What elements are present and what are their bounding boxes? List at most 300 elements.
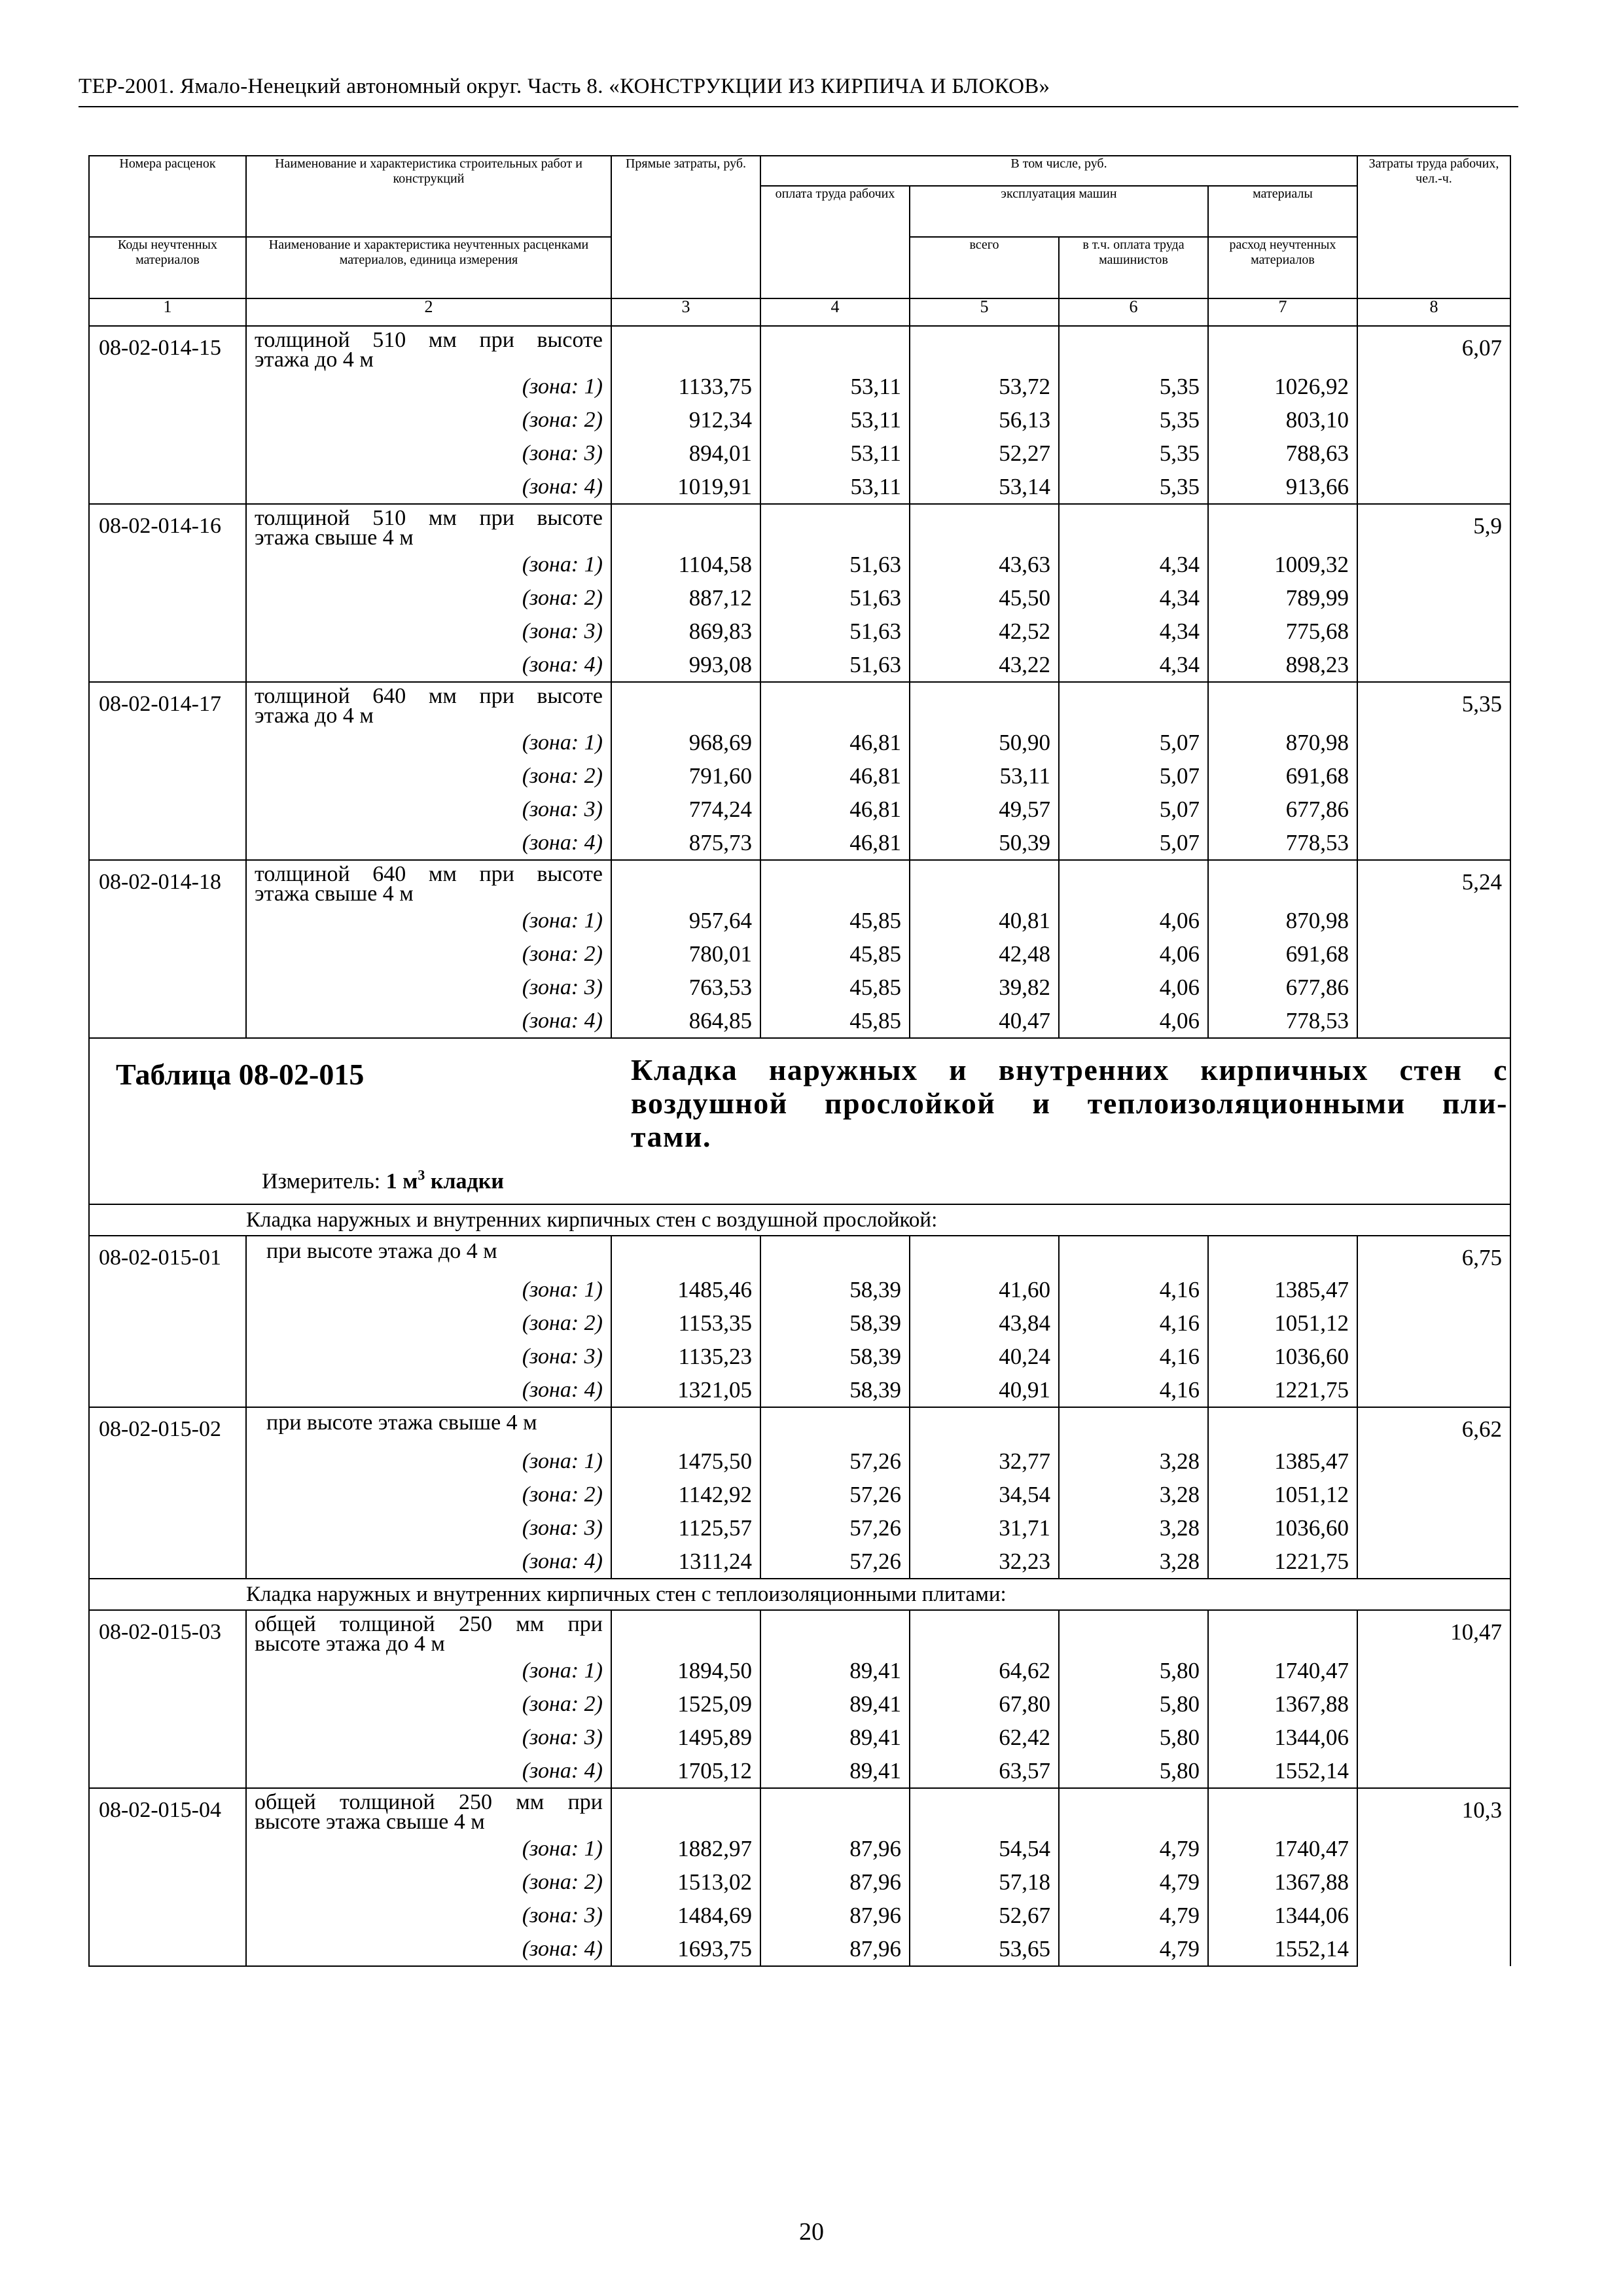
value-cell: 45,85: [760, 1004, 910, 1038]
code-spacer: [89, 1754, 246, 1788]
rate-row: [89, 1407, 1510, 1444]
zone-label: (зона: 1): [246, 726, 611, 759]
empty-cell: [611, 682, 760, 726]
value-cell: 1221,75: [1208, 1373, 1357, 1407]
value-cell: 1153,35: [611, 1306, 760, 1340]
value-cell: 58,39: [760, 1340, 910, 1373]
value-cell: 894,01: [611, 437, 760, 470]
empty-cell: [910, 1788, 1059, 1832]
value-cell: 58,39: [760, 1273, 910, 1306]
zone-label: (зона: 4): [246, 1004, 611, 1038]
rate-code: 08-02-015-03: [89, 1610, 246, 1654]
col1-bottom-header: Коды неучтенных материалов: [89, 237, 246, 298]
rate-name-line: высоте этажа свыше 4 м: [255, 1810, 485, 1834]
value-cell: 4,06: [1059, 971, 1208, 1004]
value-cell: 1693,75: [611, 1932, 760, 1966]
value-cell: 53,11: [760, 403, 910, 437]
rate-name: [246, 326, 611, 370]
value-cell: 87,96: [760, 1932, 910, 1966]
value-cell: 89,41: [760, 1721, 910, 1754]
measure-exponent: 3: [418, 1167, 425, 1183]
value-cell: 1036,60: [1208, 1340, 1357, 1373]
zone-row: [89, 615, 1510, 648]
value-cell: 58,39: [760, 1373, 910, 1407]
zone-row: [89, 1478, 1510, 1511]
value-cell: 58,39: [760, 1306, 910, 1340]
zone-label: (зона: 2): [246, 1306, 611, 1340]
labor-value: 6,07: [1357, 326, 1510, 504]
value-cell: 5,80: [1059, 1654, 1208, 1687]
value-cell: 763,53: [611, 971, 760, 1004]
empty-cell: [760, 1610, 910, 1654]
empty-cell: [611, 504, 760, 548]
table-title-block: [89, 1038, 1510, 1236]
value-cell: 3,28: [1059, 1444, 1208, 1478]
zone-label: (зона: 1): [246, 1654, 611, 1687]
measure-suffix: кладки: [425, 1169, 504, 1194]
zone-row: [89, 1932, 1510, 1966]
value-cell: 1705,12: [611, 1754, 760, 1788]
rate-name-line: общей толщиной 250 мм при: [255, 1612, 603, 1636]
zone-label: (зона: 4): [246, 1545, 611, 1579]
empty-cell: [1208, 860, 1357, 904]
value-cell: 4,16: [1059, 1373, 1208, 1407]
code-spacer: [89, 1340, 246, 1373]
value-cell: 1485,46: [611, 1273, 760, 1306]
empty-cell: [910, 860, 1059, 904]
labor-value: 10,3: [1357, 1788, 1510, 1966]
empty-cell: [1208, 326, 1357, 370]
empty-cell: [760, 860, 910, 904]
value-cell: 4,16: [1059, 1340, 1208, 1373]
rate-name: [246, 682, 611, 726]
value-cell: 1385,47: [1208, 1444, 1357, 1478]
table-body-section-014: [89, 326, 1510, 1038]
empty-cell: [1208, 504, 1357, 548]
labor-value: 10,47: [1357, 1610, 1510, 1788]
value-cell: 5,80: [1059, 1754, 1208, 1788]
value-cell: 803,10: [1208, 403, 1357, 437]
value-cell: 4,79: [1059, 1832, 1208, 1865]
value-cell: 51,63: [760, 615, 910, 648]
value-cell: 1484,69: [611, 1899, 760, 1932]
value-cell: 57,26: [760, 1545, 910, 1579]
value-cell: 5,80: [1059, 1721, 1208, 1754]
value-cell: 4,16: [1059, 1273, 1208, 1306]
empty-cell: [760, 326, 910, 370]
code-spacer: [89, 403, 246, 437]
code-spacer: [89, 793, 246, 826]
value-cell: 4,16: [1059, 1306, 1208, 1340]
empty-cell: [611, 1788, 760, 1832]
column-number: 2: [246, 298, 611, 326]
zone-row: [89, 403, 1510, 437]
empty-cell: [1208, 1407, 1357, 1444]
value-cell: 43,84: [910, 1306, 1059, 1340]
rate-row: [89, 1236, 1510, 1273]
value-cell: 32,23: [910, 1545, 1059, 1579]
value-cell: 67,80: [910, 1687, 1059, 1721]
rate-code: 08-02-015-02: [89, 1407, 246, 1444]
rate-code: 08-02-015-01: [89, 1236, 246, 1273]
zone-row: [89, 1899, 1510, 1932]
zone-label: (зона: 3): [246, 793, 611, 826]
including-header: В том числе, руб.: [760, 156, 1357, 186]
value-cell: 864,85: [611, 1004, 760, 1038]
zone-row: [89, 1273, 1510, 1306]
column-number: 8: [1357, 298, 1510, 326]
value-cell: 1740,47: [1208, 1832, 1357, 1865]
value-cell: 1142,92: [611, 1478, 760, 1511]
empty-cell: [1059, 1407, 1208, 1444]
empty-cell: [1208, 1788, 1357, 1832]
price-table: [88, 155, 1511, 1967]
empty-cell: [910, 1236, 1059, 1273]
value-cell: 780,01: [611, 937, 760, 971]
value-cell: 62,42: [910, 1721, 1059, 1754]
value-cell: 4,79: [1059, 1865, 1208, 1899]
rate-name: [246, 1788, 611, 1832]
value-cell: 993,08: [611, 648, 760, 682]
rate-name-line: толщиной 510 мм при высоте: [255, 328, 603, 352]
empty-cell: [760, 1788, 910, 1832]
page-header: ТЕР-2001. Ямало-Ненецкий автономный округ. Часть 8. «КОНСТРУКЦИИ ИЗ КИРПИЧА И БЛОКОВ»: [79, 73, 1518, 107]
value-cell: 89,41: [760, 1754, 910, 1788]
value-cell: 778,53: [1208, 1004, 1357, 1038]
value-cell: 87,96: [760, 1865, 910, 1899]
code-spacer: [89, 1273, 246, 1306]
code-spacer: [89, 437, 246, 470]
table-title: [631, 1053, 1508, 1153]
zone-row: [89, 759, 1510, 793]
code-spacer: [89, 759, 246, 793]
wages-header: оплата труда рабочих: [760, 186, 910, 298]
zone-label: (зона: 3): [246, 615, 611, 648]
value-cell: 4,34: [1059, 648, 1208, 682]
machinist-wages-header: в т.ч. оплата труда машинистов: [1059, 237, 1208, 298]
code-spacer: [89, 937, 246, 971]
value-cell: 870,98: [1208, 904, 1357, 937]
value-cell: 32,77: [910, 1444, 1059, 1478]
labor-value: 5,9: [1357, 504, 1510, 682]
rate-name: [246, 1610, 611, 1654]
code-spacer: [89, 1545, 246, 1579]
value-cell: 4,06: [1059, 1004, 1208, 1038]
value-cell: 1367,88: [1208, 1865, 1357, 1899]
value-cell: 45,50: [910, 581, 1059, 615]
subsection-heading: [89, 1579, 1510, 1610]
value-cell: 898,23: [1208, 648, 1357, 682]
rate-code: 08-02-014-16: [89, 504, 246, 548]
value-cell: 40,91: [910, 1373, 1059, 1407]
value-cell: 1552,14: [1208, 1754, 1357, 1788]
value-cell: 52,27: [910, 437, 1059, 470]
value-cell: 42,48: [910, 937, 1059, 971]
value-cell: 1135,23: [611, 1340, 760, 1373]
zone-label: (зона: 2): [246, 937, 611, 971]
code-spacer: [89, 1004, 246, 1038]
table-header: [89, 156, 1510, 326]
zone-label: (зона: 1): [246, 904, 611, 937]
column-number: 1: [89, 298, 246, 326]
value-cell: 4,79: [1059, 1932, 1208, 1966]
table-title-line: Кладка наружных и внутренних кирпичных стен с: [631, 1053, 1508, 1086]
zone-row: [89, 793, 1510, 826]
zone-label: (зона: 1): [246, 1832, 611, 1865]
zone-label: (зона: 3): [246, 1721, 611, 1754]
value-cell: 5,80: [1059, 1687, 1208, 1721]
rate-name: [246, 860, 611, 904]
value-cell: 1051,12: [1208, 1306, 1357, 1340]
value-cell: 57,26: [760, 1511, 910, 1545]
empty-cell: [910, 1610, 1059, 1654]
zone-label: (зона: 1): [246, 370, 611, 403]
rate-code: 08-02-014-15: [89, 326, 246, 370]
value-cell: 42,52: [910, 615, 1059, 648]
table-number: Таблица 08-02-015: [116, 1058, 365, 1091]
zone-label: (зона: 1): [246, 1444, 611, 1478]
rate-name-line: высоте этажа до 4 м: [255, 1632, 445, 1656]
value-cell: 5,35: [1059, 403, 1208, 437]
value-cell: 52,67: [910, 1899, 1059, 1932]
value-cell: 4,06: [1059, 904, 1208, 937]
value-cell: 49,57: [910, 793, 1059, 826]
empty-cell: [611, 1236, 760, 1273]
code-spacer: [89, 1687, 246, 1721]
zone-row: [89, 1373, 1510, 1407]
value-cell: 3,28: [1059, 1478, 1208, 1511]
rate-code: 08-02-014-17: [89, 682, 246, 726]
value-cell: 87,96: [760, 1832, 910, 1865]
value-cell: 1019,91: [611, 470, 760, 504]
col2-top-header: Наименование и характеристика строительных работ и конструкций: [246, 156, 611, 237]
value-cell: 1344,06: [1208, 1899, 1357, 1932]
value-cell: 46,81: [760, 759, 910, 793]
value-cell: 53,11: [760, 470, 910, 504]
zone-label: (зона: 4): [246, 648, 611, 682]
value-cell: 1367,88: [1208, 1687, 1357, 1721]
value-cell: 1009,32: [1208, 548, 1357, 581]
zone-label: (зона: 4): [246, 826, 611, 860]
value-cell: 4,34: [1059, 615, 1208, 648]
value-cell: 45,85: [760, 971, 910, 1004]
value-cell: 4,34: [1059, 581, 1208, 615]
rate-code: 08-02-015-04: [89, 1788, 246, 1832]
zone-row: [89, 1687, 1510, 1721]
column-number: 4: [760, 298, 910, 326]
mat-usage-header: расход неучтенных материалов: [1208, 237, 1357, 298]
subsection-heading-text: Кладка наружных и внутренних кирпичных стен с воздушной прослойкой:: [246, 1204, 1510, 1236]
table-title-line: воздушной прослойкой и теплоизоляционными пли-: [631, 1086, 1508, 1120]
zone-label: (зона: 4): [246, 470, 611, 504]
rate-row: [89, 1788, 1510, 1832]
value-cell: 53,11: [910, 759, 1059, 793]
empty-cell: [1059, 326, 1208, 370]
empty-cell: [910, 682, 1059, 726]
rate-name: при высоте этажа до 4 м: [246, 1236, 611, 1273]
value-cell: 53,65: [910, 1932, 1059, 1966]
zone-row: [89, 470, 1510, 504]
rate-name-line: толщиной 510 мм при высоте: [255, 506, 603, 530]
table-body-section-015-insulation: [89, 1610, 1510, 1966]
zone-label: (зона: 3): [246, 971, 611, 1004]
code-spacer: [89, 904, 246, 937]
zone-row: [89, 370, 1510, 403]
value-cell: 677,86: [1208, 793, 1357, 826]
zone-row: [89, 1444, 1510, 1478]
empty-cell: [760, 504, 910, 548]
zone-row: [89, 1004, 1510, 1038]
value-cell: 1321,05: [611, 1373, 760, 1407]
empty-cell: [611, 1610, 760, 1654]
empty-cell: [760, 1236, 910, 1273]
value-cell: 5,07: [1059, 826, 1208, 860]
rate-row: [89, 682, 1510, 726]
empty-cell: [1208, 1610, 1357, 1654]
labor-value: 6,62: [1357, 1407, 1510, 1579]
empty-cell: [910, 504, 1059, 548]
labor-value: 5,35: [1357, 682, 1510, 860]
value-cell: 50,90: [910, 726, 1059, 759]
zone-row: [89, 1754, 1510, 1788]
measure-unit: [262, 1167, 504, 1194]
zone-label: (зона: 2): [246, 581, 611, 615]
rate-name-line: этажа свыше 4 м: [255, 882, 414, 906]
value-cell: 51,63: [760, 548, 910, 581]
value-cell: 56,13: [910, 403, 1059, 437]
value-cell: 869,83: [611, 615, 760, 648]
measure-value: 1 м: [385, 1169, 418, 1194]
code-spacer: [89, 370, 246, 403]
rate-name: при высоте этажа свыше 4 м: [246, 1407, 611, 1444]
code-spacer: [89, 1654, 246, 1687]
zone-label: (зона: 3): [246, 1899, 611, 1932]
rate-name-line: толщиной 640 мм при высоте: [255, 862, 603, 886]
value-cell: 63,57: [910, 1754, 1059, 1788]
code-spacer: [89, 1444, 246, 1478]
value-cell: 1026,92: [1208, 370, 1357, 403]
empty-cell: [1059, 504, 1208, 548]
empty-cell: [611, 326, 760, 370]
code-spacer: [89, 1932, 246, 1966]
column-number: 6: [1059, 298, 1208, 326]
rate-name-line: толщиной 640 мм при высоте: [255, 684, 603, 708]
zone-row: [89, 904, 1510, 937]
value-cell: 5,35: [1059, 370, 1208, 403]
zone-label: (зона: 2): [246, 403, 611, 437]
value-cell: 912,34: [611, 403, 760, 437]
value-cell: 34,54: [910, 1478, 1059, 1511]
subsection-heading-text: Кладка наружных и внутренних кирпичных стен с теплоизоляционными плитами:: [246, 1579, 1510, 1610]
labor-value: 6,75: [1357, 1236, 1510, 1407]
zone-label: (зона: 2): [246, 1865, 611, 1899]
empty-cell: [611, 1407, 760, 1444]
value-cell: 46,81: [760, 793, 910, 826]
value-cell: 1475,50: [611, 1444, 760, 1478]
code-spacer: [89, 648, 246, 682]
value-cell: 46,81: [760, 826, 910, 860]
code-spacer: [89, 726, 246, 759]
value-cell: 53,14: [910, 470, 1059, 504]
value-cell: 64,62: [910, 1654, 1059, 1687]
materials-header: материалы: [1208, 186, 1357, 237]
value-cell: 791,60: [611, 759, 760, 793]
zone-row: [89, 1545, 1510, 1579]
value-cell: 4,79: [1059, 1899, 1208, 1932]
value-cell: 53,72: [910, 370, 1059, 403]
value-cell: 43,63: [910, 548, 1059, 581]
machines-header: эксплуатация машин: [910, 186, 1208, 237]
value-cell: 53,11: [760, 370, 910, 403]
empty-cell: [611, 860, 760, 904]
code-spacer: [89, 1306, 246, 1340]
empty-cell: [1059, 1788, 1208, 1832]
value-cell: 775,68: [1208, 615, 1357, 648]
value-cell: 1740,47: [1208, 1654, 1357, 1687]
rate-row: [89, 860, 1510, 904]
labor-value: 5,24: [1357, 860, 1510, 1038]
col1-top-header: Номера расценок: [89, 156, 246, 237]
value-cell: 957,64: [611, 904, 760, 937]
value-cell: 57,26: [760, 1478, 910, 1511]
value-cell: 89,41: [760, 1654, 910, 1687]
page-number: 20: [799, 2218, 824, 2246]
zone-label: (зона: 3): [246, 1340, 611, 1373]
code-spacer: [89, 1899, 246, 1932]
zone-label: (зона: 3): [246, 1511, 611, 1545]
empty-cell: [1208, 682, 1357, 726]
table-body-section-015-air: [89, 1236, 1510, 1579]
value-cell: 1125,57: [611, 1511, 760, 1545]
value-cell: 1051,12: [1208, 1478, 1357, 1511]
value-cell: 1552,14: [1208, 1932, 1357, 1966]
value-cell: 51,63: [760, 581, 910, 615]
code-spacer: [89, 826, 246, 860]
zone-row: [89, 726, 1510, 759]
value-cell: 51,63: [760, 648, 910, 682]
value-cell: 5,07: [1059, 759, 1208, 793]
zone-row: [89, 1721, 1510, 1754]
zone-row: [89, 1832, 1510, 1865]
value-cell: 50,39: [910, 826, 1059, 860]
value-cell: 4,34: [1059, 548, 1208, 581]
empty-cell: [1208, 1236, 1357, 1273]
empty-cell: [1059, 1610, 1208, 1654]
empty-cell: [910, 1407, 1059, 1444]
zone-row: [89, 581, 1510, 615]
value-cell: 870,98: [1208, 726, 1357, 759]
zone-label: (зона: 1): [246, 548, 611, 581]
value-cell: 774,24: [611, 793, 760, 826]
zone-label: (зона: 3): [246, 437, 611, 470]
zone-label: (зона: 2): [246, 759, 611, 793]
empty-cell: [760, 682, 910, 726]
value-cell: 3,28: [1059, 1511, 1208, 1545]
rate-row: [89, 504, 1510, 548]
code-spacer: [89, 615, 246, 648]
code-spacer: [89, 581, 246, 615]
value-cell: 87,96: [760, 1899, 910, 1932]
zone-row: [89, 1865, 1510, 1899]
code-spacer: [89, 971, 246, 1004]
value-cell: 89,41: [760, 1687, 910, 1721]
zone-row: [89, 937, 1510, 971]
machines-total-header: всего: [910, 237, 1059, 298]
value-cell: 1311,24: [611, 1545, 760, 1579]
value-cell: 677,86: [1208, 971, 1357, 1004]
value-cell: 875,73: [611, 826, 760, 860]
value-cell: 887,12: [611, 581, 760, 615]
